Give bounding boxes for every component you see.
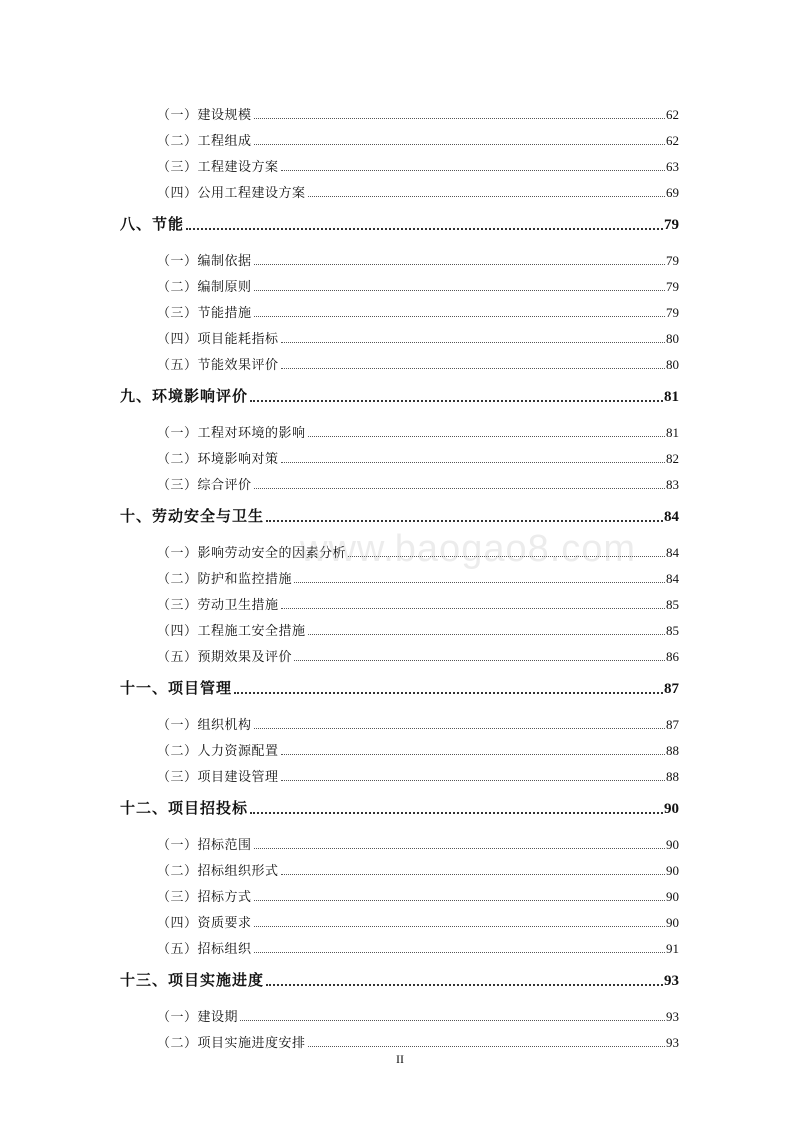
dot-leader	[254, 900, 665, 901]
dot-leader	[281, 608, 665, 609]
toc-entry-label: （一）影响劳动安全的因素分析	[157, 545, 347, 560]
toc-section-entry[interactable]	[0, 269, 800, 295]
toc-entry-label: （四）工程施工安全措施	[157, 623, 306, 638]
toc-chapter-entry[interactable]	[0, 674, 800, 698]
toc-entry-label: （四）项目能耗指标	[157, 331, 279, 346]
toc-entry-label: 十二、项目招投标	[120, 801, 249, 817]
toc-entry-label: （四）公用工程建设方案	[157, 185, 306, 200]
toc-entry-page-number: 85	[666, 597, 679, 612]
toc-section-entry[interactable]	[0, 733, 800, 759]
toc-entry-label: （五）招标组织	[157, 941, 252, 956]
dot-leader	[308, 196, 665, 197]
toc-entry-page-number: 87	[664, 681, 679, 697]
toc-section-entry[interactable]	[0, 707, 800, 733]
toc-entry-page-number: 93	[666, 1009, 679, 1024]
toc-entry-label: （一）编制依据	[157, 253, 252, 268]
toc-entry-page-number: 80	[666, 357, 679, 372]
dot-leader	[281, 754, 665, 755]
toc-section-entry[interactable]	[0, 321, 800, 347]
dot-leader	[294, 660, 665, 661]
dot-leader	[254, 118, 665, 119]
toc-section-entry[interactable]	[0, 123, 800, 149]
toc-chapter-entry[interactable]	[0, 502, 800, 526]
dot-leader	[254, 264, 665, 265]
dot-leader	[254, 316, 665, 317]
toc-section-entry[interactable]	[0, 415, 800, 441]
toc-entry-page-number: 90	[664, 801, 679, 817]
dot-leader	[266, 520, 663, 522]
toc-entry-page-number: 90	[666, 889, 679, 904]
dot-leader	[308, 634, 665, 635]
toc-entry-page-number: 81	[666, 425, 679, 440]
toc-entry-page-number: 84	[664, 509, 679, 525]
toc-entry-label: 十、劳动安全与卫生	[120, 509, 265, 525]
toc-entry-page-number: 84	[666, 545, 679, 560]
toc-entry-page-number: 79	[666, 279, 679, 294]
toc-entry-label: （三）项目建设管理	[157, 769, 279, 784]
dot-leader	[281, 368, 665, 369]
dot-leader	[254, 848, 665, 849]
toc-entry-page-number: 88	[666, 769, 679, 784]
toc-entry-label: （三）劳动卫生措施	[157, 597, 279, 612]
toc-chapter-entry[interactable]	[0, 966, 800, 990]
toc-section-entry[interactable]	[0, 441, 800, 467]
toc-entry-page-number: 93	[666, 1035, 679, 1050]
toc-entry-page-number: 88	[666, 743, 679, 758]
toc-entry-page-number: 86	[666, 649, 679, 664]
toc-section-entry[interactable]	[0, 243, 800, 269]
toc-entry-page-number: 93	[664, 973, 679, 989]
toc-section-entry[interactable]	[0, 905, 800, 931]
dot-leader	[254, 728, 665, 729]
dot-leader	[254, 952, 665, 953]
dot-leader	[254, 926, 665, 927]
toc-section-entry[interactable]	[0, 561, 800, 587]
toc-section-entry[interactable]	[0, 149, 800, 175]
toc-entry-label: （一）建设规模	[157, 107, 252, 122]
toc-section-entry[interactable]	[0, 931, 800, 957]
dot-leader	[281, 462, 665, 463]
dot-leader	[240, 1020, 665, 1021]
toc-section-entry[interactable]	[0, 175, 800, 201]
toc-entry-label: （二）防护和监控措施	[157, 571, 293, 586]
toc-chapter-entry[interactable]	[0, 210, 800, 234]
table-of-contents	[0, 97, 800, 1051]
toc-entry-page-number: 85	[666, 623, 679, 638]
toc-entry-label: （二）环境影响对策	[157, 451, 279, 466]
toc-entry-page-number: 82	[666, 451, 679, 466]
toc-entry-label: （一）组织机构	[157, 717, 252, 732]
toc-entry-label: （三）工程建设方案	[157, 159, 279, 174]
toc-entry-label: 十一、项目管理	[120, 681, 233, 697]
toc-chapter-entry[interactable]	[0, 382, 800, 406]
toc-entry-label: （二）人力资源配置	[157, 743, 279, 758]
toc-entry-page-number: 81	[664, 389, 679, 405]
dot-leader	[281, 874, 665, 875]
toc-section-entry[interactable]	[0, 347, 800, 373]
toc-entry-page-number: 63	[666, 159, 679, 174]
toc-entry-label: （三）招标方式	[157, 889, 252, 904]
dot-leader	[281, 342, 665, 343]
dot-leader	[348, 556, 665, 557]
toc-entry-label: （二）编制原则	[157, 279, 252, 294]
toc-entry-label: （三）综合评价	[157, 477, 252, 492]
dot-leader	[308, 436, 665, 437]
dot-leader	[308, 1046, 665, 1047]
toc-section-entry[interactable]	[0, 999, 800, 1025]
dot-leader	[250, 400, 663, 402]
toc-section-entry[interactable]	[0, 759, 800, 785]
toc-section-entry[interactable]	[0, 587, 800, 613]
toc-entry-page-number: 79	[664, 217, 679, 233]
toc-entry-page-number: 79	[666, 253, 679, 268]
toc-entry-page-number: 91	[666, 941, 679, 956]
toc-entry-label: （四）资质要求	[157, 915, 252, 930]
dot-leader	[294, 582, 665, 583]
toc-section-entry[interactable]	[0, 879, 800, 905]
toc-entry-page-number: 79	[666, 305, 679, 320]
toc-section-entry[interactable]	[0, 97, 800, 123]
toc-entry-page-number: 80	[666, 331, 679, 346]
toc-entry-page-number: 90	[666, 837, 679, 852]
toc-section-entry[interactable]	[0, 1025, 800, 1051]
toc-section-entry[interactable]	[0, 467, 800, 493]
dot-leader	[254, 290, 665, 291]
toc-entry-page-number: 90	[666, 863, 679, 878]
toc-section-entry[interactable]	[0, 295, 800, 321]
dot-leader	[234, 692, 663, 694]
toc-entry-page-number: 69	[666, 185, 679, 200]
toc-section-entry[interactable]	[0, 613, 800, 639]
dot-leader	[254, 488, 665, 489]
toc-section-entry[interactable]	[0, 535, 800, 561]
toc-entry-label: （三）节能措施	[157, 305, 252, 320]
toc-entry-label: 十三、项目实施进度	[120, 973, 265, 989]
toc-entry-page-number: 90	[666, 915, 679, 930]
toc-entry-label: （一）招标范围	[157, 837, 252, 852]
toc-entry-label: （二）工程组成	[157, 133, 252, 148]
toc-entry-page-number: 62	[666, 133, 679, 148]
toc-entry-page-number: 87	[666, 717, 679, 732]
dot-leader	[281, 780, 665, 781]
watermark: www.baogao8.com	[300, 528, 637, 570]
dot-leader	[281, 170, 665, 171]
toc-entry-page-number: 84	[666, 571, 679, 586]
dot-leader	[266, 984, 663, 986]
toc-section-entry[interactable]	[0, 639, 800, 665]
toc-entry-label: （五）预期效果及评价	[157, 649, 293, 664]
toc-entry-label: （五）节能效果评价	[157, 357, 279, 372]
toc-entry-label: （一）工程对环境的影响	[157, 425, 306, 440]
toc-entry-page-number: 62	[666, 107, 679, 122]
toc-entry-label: （一）建设期	[157, 1009, 239, 1024]
toc-section-entry[interactable]	[0, 827, 800, 853]
toc-entry-label: 八、节能	[120, 217, 185, 233]
toc-entry-label: 九、环境影响评价	[120, 389, 249, 405]
toc-entry-label: （二）招标组织形式	[157, 863, 279, 878]
dot-leader	[186, 228, 663, 230]
toc-entry-label: （二）项目实施进度安排	[157, 1035, 306, 1050]
page-number: II	[396, 1052, 404, 1066]
toc-chapter-entry[interactable]	[0, 794, 800, 818]
toc-entry-page-number: 83	[666, 477, 679, 492]
dot-leader	[250, 812, 663, 814]
toc-section-entry[interactable]	[0, 853, 800, 879]
dot-leader	[254, 144, 665, 145]
